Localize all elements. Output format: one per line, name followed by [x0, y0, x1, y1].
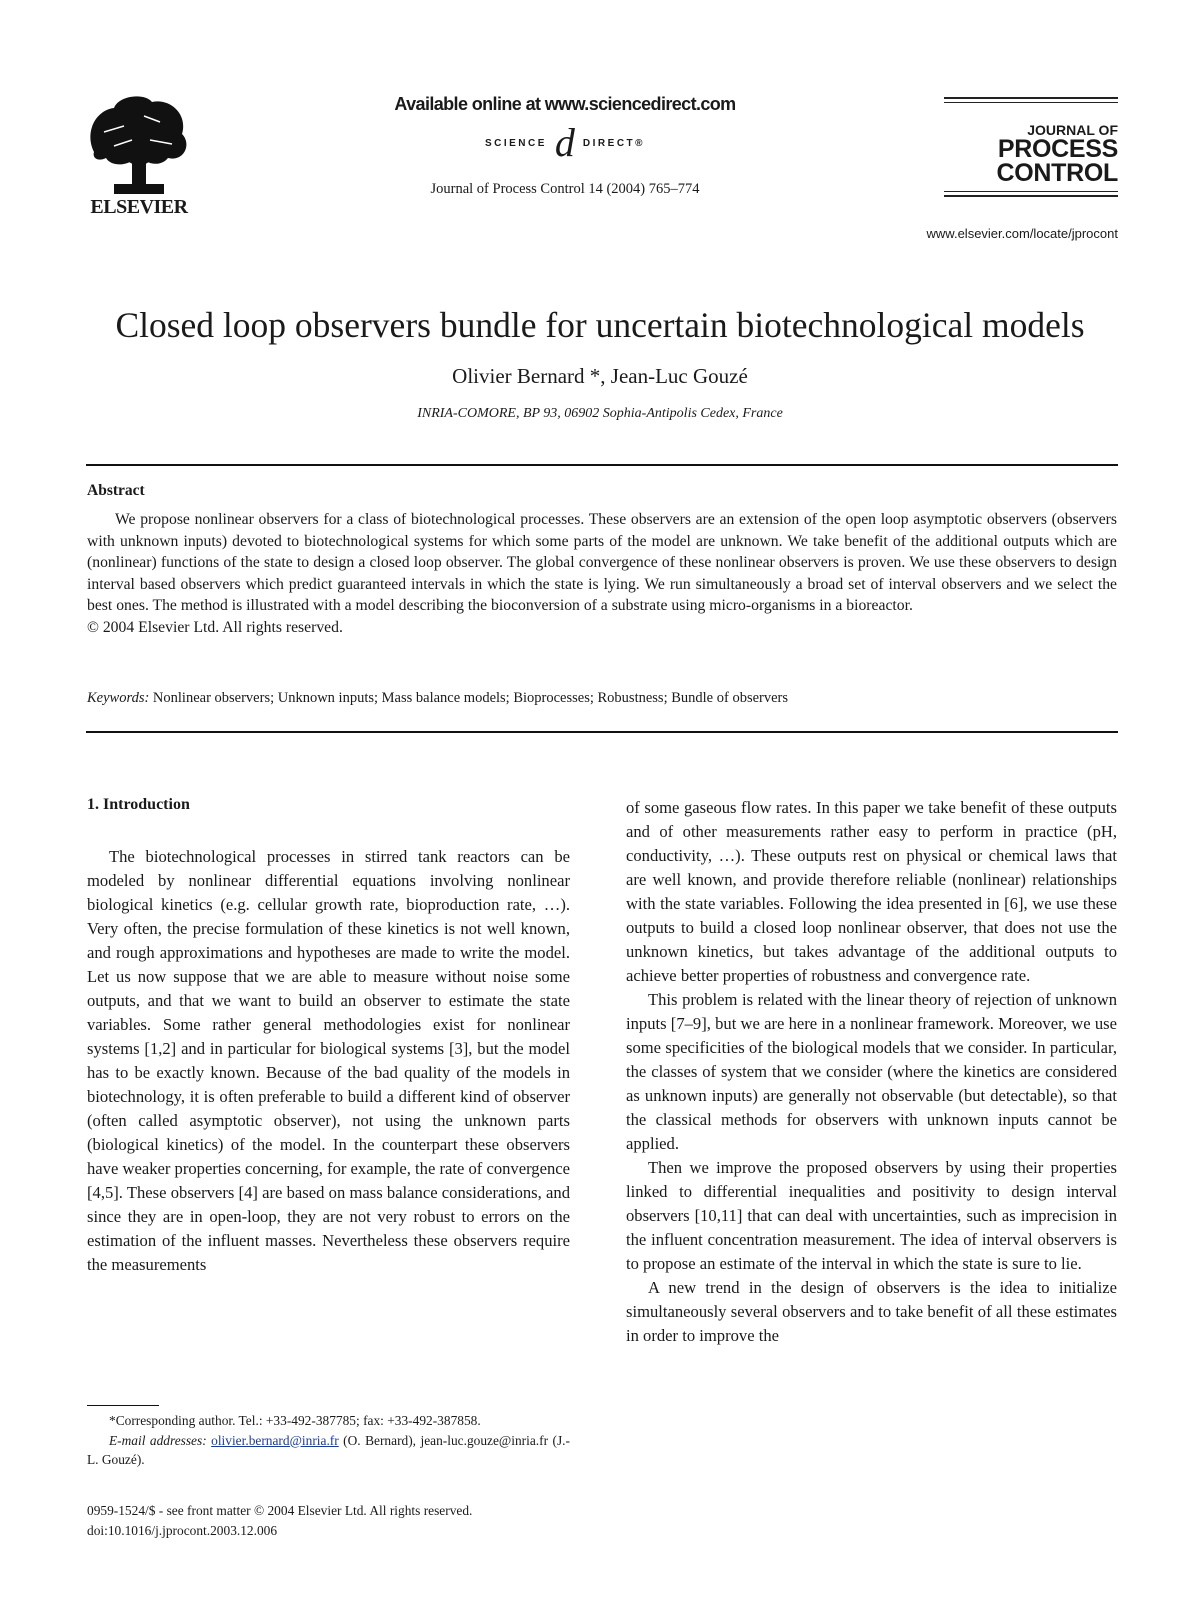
footnote-emails — [87, 1431, 570, 1470]
brand-process: PROCESS — [997, 135, 1118, 163]
email-gouze: jean-luc.gouze@inria.fr (J.-L. Gouzé). — [87, 1432, 570, 1467]
email-label: E-mail addresses: — [109, 1432, 207, 1448]
footnote-corresponding: *Corresponding author. Tel.: +33-492-387785; fax: +33-492-387858. — [109, 1413, 481, 1428]
elsevier-logo — [84, 92, 194, 222]
doi-line: doi:10.1016/j.jprocont.2003.12.006 — [87, 1522, 278, 1538]
paragraph: Then we improve the proposed observers by using their properties linked to differential inequalities and positivity to design interval observers [10,11] that can deal with uncertainties, such as imprecision in the influent concentration measurement. The idea of interval observers is to propose an estimate of the interval in which the state is sure to lie. — [626, 1158, 1117, 1273]
affiliation: INRIA-COMORE, BP 93, 06902 Sophia-Antipolis Cedex, France — [417, 406, 783, 421]
section-heading: 1. Introduction — [87, 796, 190, 813]
abstract-copyright: © 2004 Elsevier Ltd. All rights reserved. — [87, 618, 343, 636]
abstract-heading: Abstract — [87, 482, 145, 499]
brand-rule-bottom — [944, 191, 1118, 197]
keywords-label: Keywords: — [87, 690, 150, 706]
footnotes — [87, 1411, 570, 1470]
authors: Olivier Bernard *, Jean-Luc Gouzé — [452, 364, 748, 388]
divider-top — [86, 464, 1118, 466]
right-column — [626, 796, 1117, 1348]
abstract-body — [87, 509, 1117, 638]
keywords-list: Nonlinear observers; Unknown inputs; Mass balance models; Bioprocesses; Robustness; Bundle of observers — [152, 690, 789, 706]
keywords — [87, 690, 788, 707]
abstract-text: We propose nonlinear observers for a class of biotechnological processes. These observers are an extension of the open loop asymptotic observers (observers with unknown inputs) devoted to biotechnological systems for which some parts of the model are unknown. We take benefit of the additional outputs which are (nonlinear) functions of the state to design a closed loop observer. The global convergence of these nonlinear observers is proven. We use these observers to design interval based observers which predict guaranteed intervals in which the state is lying. We run simultaneously a broad set of interval observers and we select the best ones. The method is illustrated with a model describing the bioconversion of a substrate using micro-organisms in a bioreactor. — [87, 511, 1117, 614]
email-owner-bernard: (O. Bernard), — [343, 1432, 417, 1448]
issn-line: 0959-1524/$ - see front matter © 2004 Elsevier Ltd. All rights reserved. — [87, 1503, 473, 1518]
footnote-rule — [87, 1405, 159, 1406]
front-matter — [87, 1501, 607, 1540]
left-column — [87, 845, 570, 1277]
publisher-wordmark: ELSEVIER — [90, 196, 188, 218]
brand-journal-of: JOURNAL OF — [1027, 122, 1118, 138]
sd-at-icon: d — [554, 120, 575, 165]
journal-url-link[interactable]: www.elsevier.com/locate/jprocont — [926, 226, 1118, 241]
available-online-link[interactable]: Available online at www.sciencedirect.com — [394, 94, 736, 114]
brand-rule-top — [944, 97, 1118, 103]
journal-citation: Journal of Process Control 14 (2004) 765–774 — [430, 181, 700, 197]
paper-title: Closed loop observers bundle for uncertain biotechnological models — [115, 305, 1085, 345]
divider-bottom — [86, 731, 1118, 733]
paragraph: The biotechnological processes in stirred tank reactors can be modeled by nonlinear differential equations involving nonlinear biological kinetics (e.g. cellular growth rate, bioproduction rate, …). Very often, the precise formulation of these kinetics is not well known, and rough approximations and hypotheses are made to write the model. Let us now suppose that we are able to measure without noise some outputs, and that we want to build an observer to estimate the state variables. Some rather general methodologies exist for nonlinear systems [1,2] and in particular for biological systems [3], but the model has to be exactly known. Because of the bad quality of the models in biotechnology, it is often preferable to build a different kind of observer (often called asymptotic observer), not using the unknown parts (biological kinetics) of the model. In the counterpart these observers have weaker properties concerning, for example, the rate of convergence [4,5]. These observers [4] are based on mass balance considerations, and since they are in open-loop, they are not very robust to errors on the estimation of the influent masses. Nevertheless these observers require the measurements — [87, 847, 570, 1274]
paragraph: A new trend in the design of observers is the idea to initialize simultaneously several observers and to take benefit of all these estimates in order to improve the — [626, 1278, 1117, 1345]
paragraph: of some gaseous flow rates. In this paper we take benefit of these outputs and of other measurements rather easy to perform in practice (pH, conductivity, …). These outputs rest on physical or chemical laws that are well known, and provide therefore reliable (nonlinear) relationships with the state variables. Following the idea presented in [6], we use these outputs to build a closed loop nonlinear observer, that does not use the unknown kinetics, but takes advantage of the additional outputs to achieve better properties of robustness and convergence rate. — [626, 798, 1117, 985]
header-center — [330, 94, 800, 198]
paragraph: This problem is related with the linear theory of rejection of unknown inputs [7–9], but we are here in a nonlinear framework. Moreover, we use some specificities of the biological models that we consider. In particular, the classes of system that we consider (where the kinetics are considered as unknown inputs) are generally not observable (but detectable), so that the classical methods for observers with unknown inputs cannot be applied. — [626, 990, 1117, 1153]
brand-control: CONTROL — [996, 159, 1118, 187]
sd-right-text: DIRECT® — [582, 137, 646, 149]
journal-brand — [944, 97, 1118, 197]
tree-icon — [84, 92, 194, 196]
email-link-bernard[interactable]: olivier.bernard@inria.fr — [211, 1432, 339, 1448]
sciencedirect-logo — [330, 120, 800, 165]
sd-left-text: SCIENCE — [484, 137, 547, 149]
